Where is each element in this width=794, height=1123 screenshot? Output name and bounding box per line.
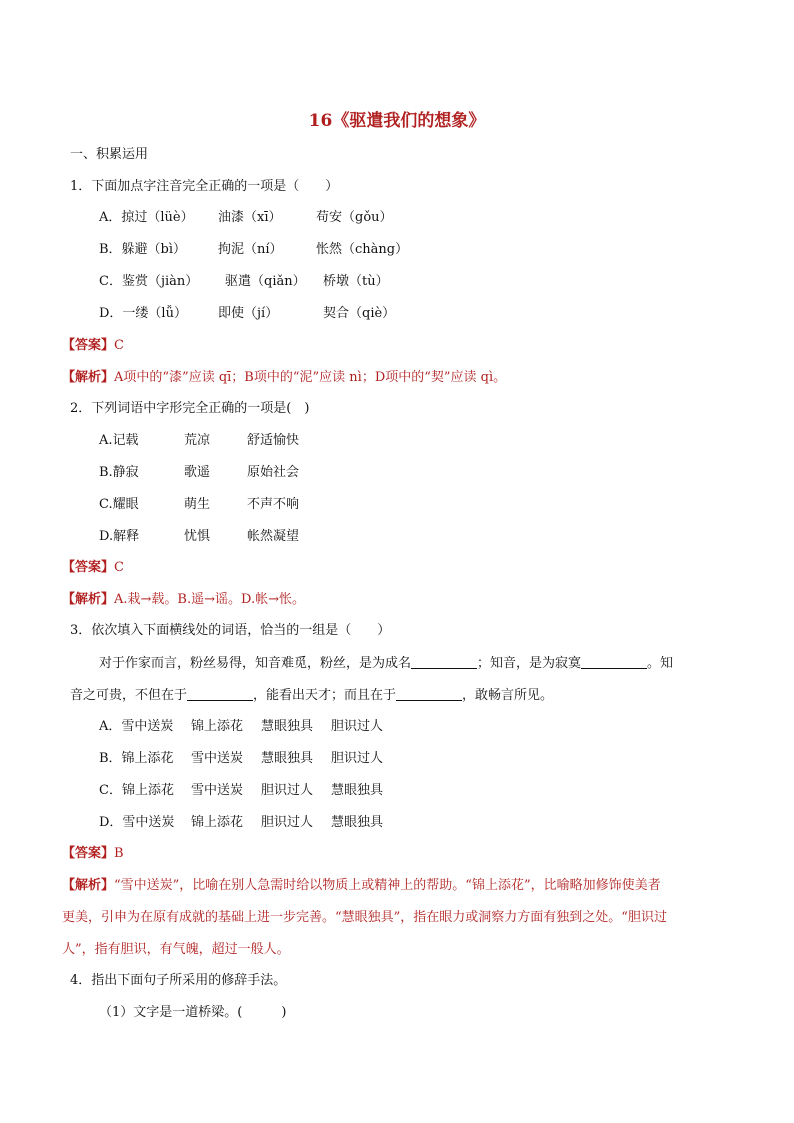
option-part: 舒适愉快: [247, 433, 300, 448]
option-part: 萌生: [184, 497, 211, 512]
option-part: A．掠过（lüè）: [99, 210, 194, 225]
option-part: D．雪中送炭: [99, 815, 175, 830]
question-3-analysis-line-2: 更美，引申为在原有成就的基础上进一步完善。“慧眼独具”，指在眼力或洞察力方面有独到之处。“胆识过: [62, 910, 667, 925]
section-heading: 一、积累运用: [70, 147, 149, 162]
question-1-answer: [62, 337, 124, 355]
question-3-option-c: [99, 782, 383, 800]
question-4-sub-1: （1）文字是一道桥梁。( ): [99, 1005, 287, 1020]
question-1-analysis: [62, 369, 506, 387]
option-part: A．雪中送炭: [99, 719, 174, 734]
fill-blank[interactable]: [411, 655, 477, 669]
option-part: 不声不响: [247, 497, 300, 512]
answer-value: C: [114, 338, 124, 353]
question-1-option-d: [99, 305, 395, 323]
option-part: 锦上添花: [191, 719, 244, 734]
answer-label: 【答案】: [62, 560, 115, 575]
analysis-text: “雪中送炭”，比喻在别人急需时给以物质上或精神上的帮助。“锦上添花”，比喻略加修饰使美者: [114, 878, 661, 893]
answer-label: 【答案】: [62, 846, 115, 861]
question-3-answer: [62, 845, 124, 863]
question-1-stem: 1．下面加点字注音完全正确的一项是（ ）: [70, 179, 339, 194]
option-part: 慧眼独具: [261, 751, 314, 766]
option-part: D.解释: [99, 529, 140, 544]
option-part: 忧惧: [184, 529, 211, 544]
question-3-option-a: [99, 718, 383, 736]
analysis-label: 【解析】: [62, 592, 115, 607]
question-3-stem: 3．依次填入下面横线处的词语，恰当的一组是（ ）: [70, 623, 391, 638]
option-part: D．一缕（lǚ）: [99, 306, 187, 321]
option-part: 慧眼独具: [331, 815, 384, 830]
option-part: 油漆（xī）: [218, 210, 282, 225]
option-part: B.静寂: [99, 465, 139, 480]
option-part: 胆识过人: [261, 815, 314, 830]
question-2-option-a: [99, 432, 299, 450]
question-3-analysis-line-1: [62, 877, 661, 895]
option-part: 即使（jí）: [218, 306, 279, 321]
option-part: 苟安（gǒu）: [316, 210, 393, 225]
option-part: 怅然（chàng）: [316, 242, 409, 257]
question-2-analysis: [62, 591, 305, 609]
option-part: 胆识过人: [261, 783, 314, 798]
question-2-stem: 2．下列词语中字形完全正确的一项是( ): [70, 401, 310, 416]
question-3-option-d: [99, 814, 383, 832]
option-part: 桥墩（tù）: [323, 274, 389, 289]
option-part: C.耀眼: [99, 497, 139, 512]
analysis-label: 【解析】: [62, 370, 115, 385]
fill-blank[interactable]: [581, 655, 647, 669]
option-part: 拘泥（ní）: [218, 242, 283, 257]
option-part: C．鉴赏（jiàn）: [99, 274, 199, 289]
option-part: 帐然凝望: [247, 529, 300, 544]
question-1-option-c: [99, 273, 389, 291]
question-4-stem: 4．指出下面句子所采用的修辞手法。: [70, 973, 287, 988]
question-2-option-b: [99, 464, 299, 482]
option-part: A.记载: [99, 433, 139, 448]
option-part: 驱遣（qiǎn）: [225, 274, 306, 289]
question-3-option-b: [99, 750, 383, 768]
page-title: 16《驱遣我们的想象》: [308, 111, 486, 131]
option-part: 雪中送炭: [191, 783, 244, 798]
answer-value: B: [114, 846, 124, 861]
option-part: 慧眼独具: [331, 783, 384, 798]
passage-text: ，能看出天才；而且在于: [253, 688, 397, 703]
fill-blank[interactable]: [396, 687, 462, 701]
question-3-analysis-line-3: 人”，指有胆识，有气魄，超过一般人。: [62, 942, 290, 957]
option-part: 雪中送炭: [191, 751, 244, 766]
option-part: 慧眼独具: [261, 719, 314, 734]
question-1-option-b: [99, 241, 408, 259]
question-1-option-a: [99, 209, 393, 227]
fill-blank[interactable]: [187, 687, 253, 701]
option-part: B．躲避（bì）: [99, 242, 187, 257]
option-part: 原始社会: [247, 465, 300, 480]
question-3-passage-line-1: [99, 655, 673, 673]
answer-value: C: [114, 560, 124, 575]
question-2-option-d: [99, 528, 299, 546]
option-part: 胆识过人: [331, 719, 384, 734]
analysis-text: A项中的“漆”应读 qī；B项中的“泥”应读 nì；D项中的“契”应读 qì。: [114, 370, 507, 385]
question-3-passage-line-2: [70, 687, 553, 705]
analysis-label: 【解析】: [62, 878, 115, 893]
analysis-text: A.栽→载。B.遥→谣。D.帐→怅。: [114, 592, 305, 607]
option-part: 歌遥: [184, 465, 211, 480]
option-part: B．锦上添花: [99, 751, 174, 766]
passage-text: 。知: [647, 656, 674, 671]
passage-text: ，敢畅言所见。: [462, 688, 554, 703]
question-2-option-c: [99, 496, 299, 514]
passage-text: ；知音，是为寂寞: [477, 656, 582, 671]
option-part: 荒凉: [184, 433, 211, 448]
option-part: 胆识过人: [331, 751, 384, 766]
passage-text: 音之可贵，不但在于: [70, 688, 188, 703]
option-part: 契合（qiè）: [323, 306, 396, 321]
option-part: C．锦上添花: [99, 783, 174, 798]
passage-text: 对于作家而言，粉丝易得，知音难觅，粉丝，是为成名: [99, 656, 412, 671]
option-part: 锦上添花: [191, 815, 244, 830]
question-2-answer: [62, 559, 124, 577]
answer-label: 【答案】: [62, 338, 115, 353]
